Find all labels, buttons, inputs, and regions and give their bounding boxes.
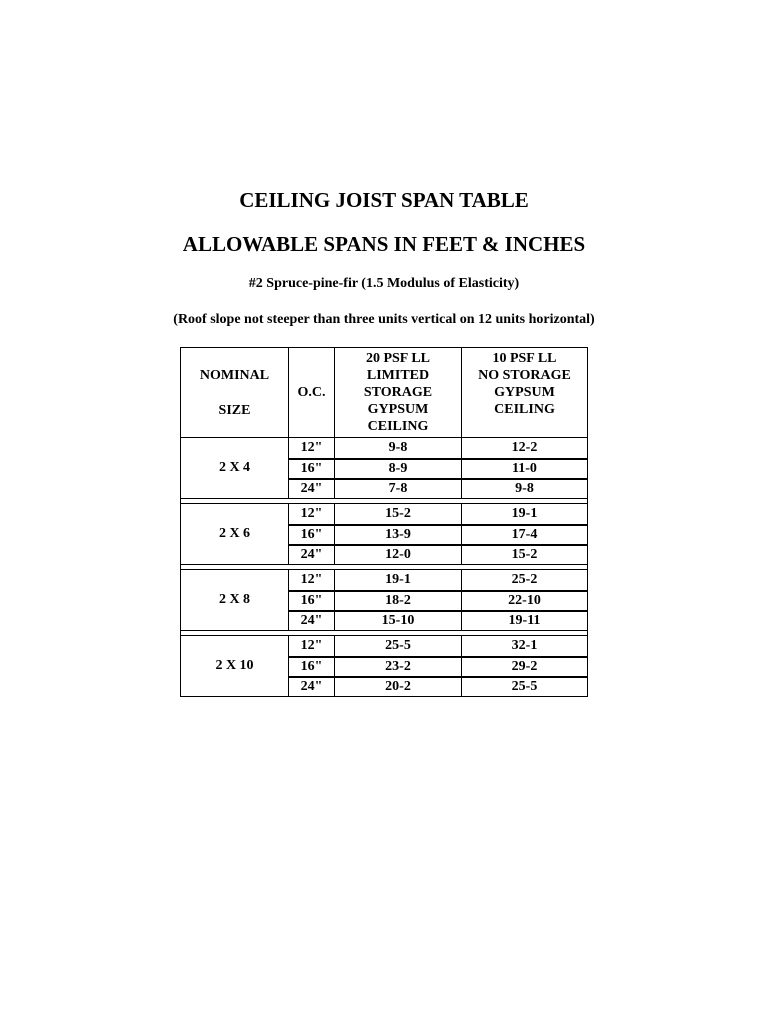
no-storage-span-cell: 25-5 [511, 679, 538, 694]
oc-cell: 12" [289, 570, 335, 590]
table-row [289, 570, 587, 590]
size-group [180, 504, 588, 565]
limited-storage-span-cell: 8-9 [335, 460, 462, 478]
table-row [289, 478, 587, 498]
header-10psf-line: 10 PSF LL [492, 351, 557, 366]
table-row [289, 656, 587, 676]
limited-storage-span-cell: 25-5 [335, 636, 462, 656]
header-10psf-line: CEILING [494, 402, 555, 417]
header-size-label: SIZE [218, 402, 251, 418]
table-body [180, 438, 588, 697]
spacing-rows [289, 636, 587, 696]
header-nominal-label: NOMINAL [199, 367, 270, 383]
oc-cell: 12" [289, 504, 335, 524]
no-storage-span-cell: 22-10 [508, 593, 541, 608]
spacing-rows [289, 504, 587, 564]
no-storage-span-cell: 15-2 [511, 547, 538, 562]
header-10psf-line: GYPSUM [494, 385, 555, 400]
no-storage-span-cell: 19-1 [511, 506, 538, 521]
table-row [289, 610, 587, 630]
no-storage-span-cell: 12-2 [511, 440, 538, 455]
oc-cell: 12" [289, 636, 335, 656]
table-row [289, 590, 587, 610]
slope-note: (Roof slope not steeper than three units vertical on 12 units horizontal) [173, 312, 595, 327]
page-subtitle: ALLOWABLE SPANS IN FEET & INCHES [182, 232, 586, 256]
limited-storage-span-cell: 20-2 [335, 678, 462, 696]
oc-cell: 24" [289, 678, 335, 696]
spacing-rows [289, 570, 587, 630]
header-20psf [335, 348, 462, 437]
oc-cell: 16" [289, 592, 335, 610]
header-20psf-line: 20 PSF LL [365, 351, 431, 366]
nominal-size-cell: 2 X 8 [181, 570, 289, 630]
no-storage-span-cell: 17-4 [511, 527, 538, 542]
span-table [180, 347, 588, 697]
table-row [289, 458, 587, 478]
oc-cell: 16" [289, 658, 335, 676]
table-row [289, 676, 587, 696]
size-group [180, 570, 588, 631]
header-20psf-line: LIMITED [366, 368, 430, 383]
species-line: #2 Spruce-pine-fir (1.5 Modulus of Elasticity) [248, 276, 520, 291]
table-header [180, 347, 588, 438]
oc-cell: 24" [289, 612, 335, 630]
header-oc [289, 348, 335, 437]
oc-cell: 16" [289, 526, 335, 544]
table-row [289, 636, 587, 656]
header-10psf-line: NO STORAGE [478, 368, 571, 383]
no-storage-span-cell: 11-0 [512, 461, 537, 476]
table-row [289, 544, 587, 564]
limited-storage-span-cell: 23-2 [335, 658, 462, 676]
table-row [289, 438, 587, 458]
header-nominal-size [181, 348, 289, 437]
limited-storage-span-cell: 12-0 [335, 546, 462, 564]
table-row [289, 524, 587, 544]
no-storage-span-cell: 29-2 [511, 659, 538, 674]
header-10psf [462, 348, 587, 437]
oc-cell: 16" [289, 460, 335, 478]
nominal-size-cell: 2 X 6 [181, 504, 289, 564]
no-storage-span-cell: 25-2 [511, 572, 538, 587]
limited-storage-span-cell: 13-9 [335, 526, 462, 544]
limited-storage-span-cell: 19-1 [335, 570, 462, 590]
spacing-rows [289, 438, 587, 498]
nominal-size-cell: 2 X 10 [181, 636, 289, 696]
header-20psf-line: CEILING [367, 419, 429, 434]
no-storage-span-cell: 32-1 [511, 638, 538, 653]
oc-cell: 24" [289, 546, 335, 564]
no-storage-span-cell: 9-8 [515, 481, 534, 496]
size-group [180, 438, 588, 499]
size-group [180, 636, 588, 697]
limited-storage-span-cell: 7-8 [335, 480, 462, 498]
nominal-size-cell: 2 X 4 [181, 438, 289, 498]
limited-storage-span-cell: 15-2 [335, 504, 462, 524]
limited-storage-span-cell: 18-2 [335, 592, 462, 610]
header-20psf-line: STORAGE [363, 385, 433, 400]
table-row [289, 504, 587, 524]
header-oc-label: O.C. [297, 385, 326, 400]
limited-storage-span-cell: 9-8 [335, 438, 462, 458]
page-title: CEILING JOIST SPAN TABLE [239, 188, 529, 212]
oc-cell: 24" [289, 480, 335, 498]
no-storage-span-cell: 19-11 [508, 613, 541, 628]
limited-storage-span-cell: 15-10 [335, 612, 462, 630]
oc-cell: 12" [289, 438, 335, 458]
header-20psf-line: GYPSUM [367, 402, 429, 417]
